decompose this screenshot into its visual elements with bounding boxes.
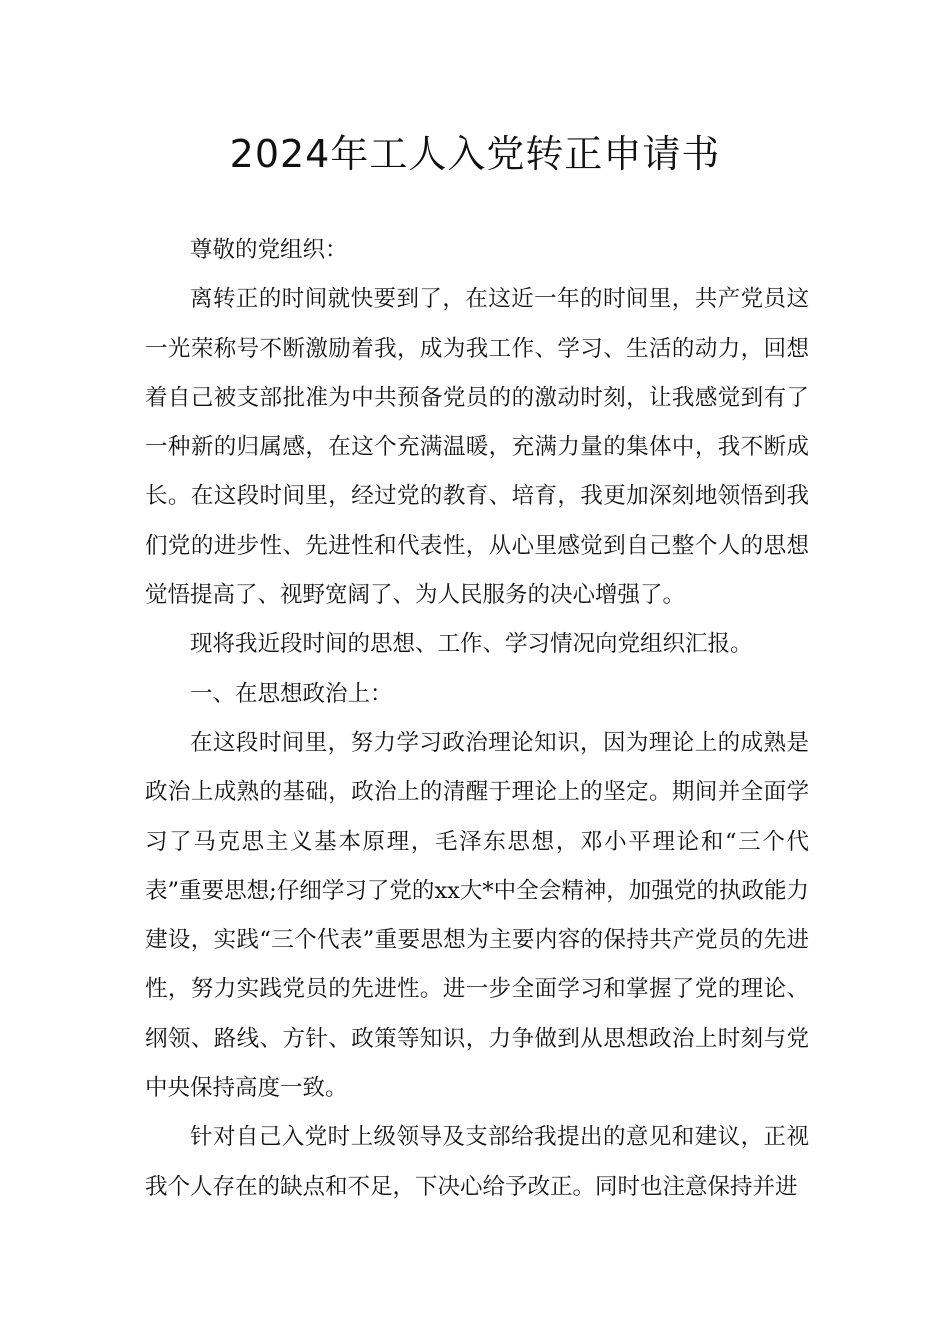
paragraph-political-study: 在这段时间里，努力学习政治理论知识，因为理论上的成熟是政治上成熟的基础，政治上的清醒于理论上的坚定。期间并全面学习了马克思主义基本原理，毛泽东思想，邓小平理论和“三个代表”重要思想;仔细学习了党的xx大*中全会精神，加强党的执政能力建设，实践“三个代表”重要思想为主要内容的保持共产党员的先进性，努力实践党员的先进性。进一步全面学习和掌握了党的理论、纲领、路线、方针、政策等知识，力争做到从思想政治上时刻与党中央保持高度一致。 [145,729,809,1102]
paragraph-improvement: 针对自己入党时上级领导及支部给我提出的意见和建议，正视我个人存在的缺点和不足，下决心给予改正。同时也注意保持并进 [145,1124,809,1200]
paragraph-report: 现将我近段时间的思想、工作、学习情况向党组织汇报。 [190,631,753,658]
document-body [145,226,809,1212]
salutation: 尊敬的党组织： [190,237,348,263]
document-title: 2024年工人入党转正申请书 [229,132,721,176]
section-heading: 一、在思想政治上： [190,680,393,707]
paragraph-intro: 离转正的时间就快要到了，在这近一年的时间里，共产党员这一光荣称号不断激励着我，成为我工作、学习、生活的动力，回想着自己被支部批准为中共预备党员的的激动时刻，让我感觉到有了一种新的归属感，在这个充满温暖，充满力量的集体中，我不断成长。在这段时间里，经过党的教育、培育，我更加深刻地领悟到我们党的进步性、先进性和代表性，从心里感觉到自己整个人的思想觉悟提高了、视野宽阔了、为人民服务的决心增强了。 [145,286,809,609]
